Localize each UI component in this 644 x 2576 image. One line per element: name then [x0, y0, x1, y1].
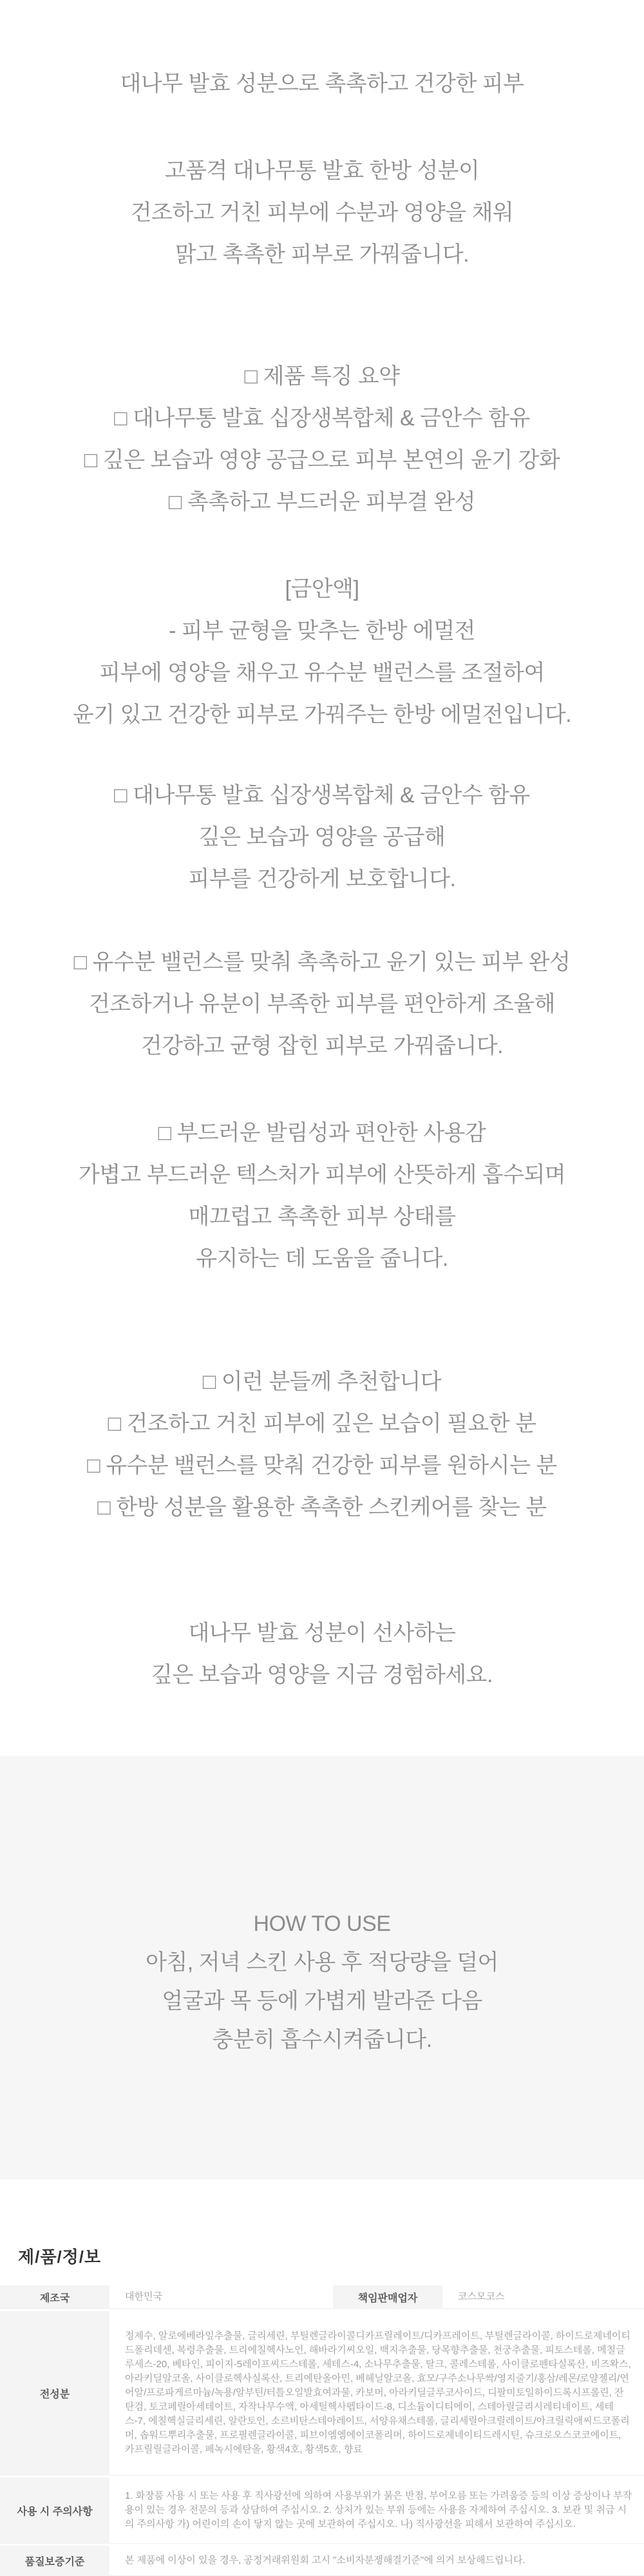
intro-headline: 대나무 발효 성분으로 촉촉하고 건강한 피부	[120, 72, 524, 96]
benefit-2-line-1: 건조하거나 유분이 부족한 피부를 편안하게 조율해	[89, 992, 555, 1016]
geuman-tagline: - 피부 균형을 맞추는 한방 에멀전	[168, 619, 476, 643]
benefit-3-line-2: 매끄럽고 촉촉한 피부 상태를	[188, 1205, 456, 1229]
recommend-item-2: □ 유수분 밸런스를 맞춰 건강한 피부를 원하시는 분	[87, 1453, 557, 1478]
benefit-2-title: □ 유수분 밸런스를 맞춰 촉촉하고 윤기 있는 피부 완성	[73, 950, 571, 974]
closing-line-1: 대나무 발효 성분이 선사하는	[188, 1621, 456, 1645]
benefit-2-line-2: 건강하고 균형 잡힌 피부로 가꿔줍니다.	[140, 1034, 504, 1058]
recommend-item-3: □ 한방 성분을 활용한 촉촉한 스킨케어를 찾는 분	[97, 1495, 547, 1520]
ingredients-label: 전성분	[0, 2311, 109, 2475]
seller-label: 책임판매업자	[333, 2285, 442, 2309]
closing-section	[0, 1612, 644, 1696]
origin-value: 대한민국	[109, 2285, 332, 2309]
feature-item-3: □ 촉촉하고 부드러운 피부결 완성	[168, 490, 476, 514]
feature-summary-title: □ 제품 특징 요약	[244, 364, 400, 389]
geuman-line-1: 피부에 영양을 채우고 유수분 밸런스를 조절하여	[99, 661, 545, 685]
caution-value: 1. 화장품 사용 시 또는 사용 후 직사광선에 의하여 사용부위가 붉은 반점, 부어오름 또는 가려움증 등의 이상 증상이나 부작용이 있는 경우 전문의 등과 상담하여 주십시오. 2. 상처가 있는 부위 등에는 사용을 자제하여 주십시오. 3. 보관 및 취급 시의 주의사항 가) 어린이의 손이 닿지 않는 곳에 보관하여 주십시오. 나) 직사광선을 피해서 보관하여 주십시오.	[109, 2477, 644, 2544]
table-row-warranty	[0, 2546, 644, 2576]
benefit-1-line-1: 깊은 보습과 영양을 공급해	[198, 825, 446, 849]
product-info-table	[0, 2285, 644, 2576]
recommend-item-1: □ 건조하고 거친 피부에 깊은 보습이 필요한 분	[108, 1411, 536, 1436]
benefit-1-title: □ 대나무통 발효 십장생복합체 & 금안수 함유	[114, 783, 530, 808]
how-to-use-title: HOW TO USE	[253, 1912, 391, 1936]
feature-item-2: □ 깊은 보습과 영양 공급으로 피부 본연의 윤기 강화	[84, 448, 560, 472]
how-to-use-line-2: 얼굴과 목 등에 가볍게 발라준 다음	[162, 1989, 482, 2013]
table-row-origin-seller	[0, 2285, 644, 2309]
intro-subheadline	[0, 150, 644, 276]
product-info-section	[0, 2180, 644, 2576]
benefit-3-title: □ 부드러운 발림성과 편안한 사용감	[158, 1121, 486, 1145]
intro-sub-line-1: 고품격 대나무통 발효 한방 성분이	[164, 159, 480, 183]
intro-sub-line-2: 건조하고 거친 피부에 수분과 영양을 채워	[130, 200, 514, 225]
origin-label: 제조국	[0, 2285, 109, 2309]
benefit-3	[0, 1112, 644, 1280]
table-row-ingredients	[0, 2311, 644, 2475]
product-info-title: 제/품/정/보	[18, 2247, 102, 2267]
benefit-2	[0, 942, 644, 1067]
closing-line-2: 깊은 보습과 영양을 지금 경험하세요.	[151, 1663, 493, 1687]
ingredients-value: 정제수, 알로에베라잎추출물, 글리세린, 부틸렌글라이콜디카프릴레이트/디카프레이트, 부틸렌글라이콜, 하이드로제네이티드폴리데센, 복령추출물, 트리에칠헥사노인, 해바라기씨오일, 백지추출물, 당목향추출물, 천궁추출물, 피토스테롤, 메칠글루세스-20, 베타인, 피이지-5레이프씨드스테롤, 세테스-4, 소나무추출물, 탈크, 콜레스테롤, 사이클로펜타실록산, 비즈왁스, 아라키딜알코올, 사이클로헥사실록산, 트리에탄올아민, 베헤닐알코올, 효모/구주소나무싹/영지줄기/홍삼/레몬/로얄젤리/연어알/프로파게르마늄/녹용/알부틴/터틀오일발효여과물, 카보머, 아라키딜글루코사이드, 디팔미토일하이드록시프롤린, 잔탄검, 토코페릴아세테이트, 자작나무수액, 아세틸헥사펩타이드-8, 디소듐이디티에이, 스테아릴글리시레티네이트, 세테스-7, 에칠헥실글리세린, 알란토인, 소르비탄스테아레이트, 서양유채스테롤, 글리세릴아크릴레이트/아크릴릭애씨드코폴리머, 솝워드뿌리추출물, 프로필렌글라이콜, 피브이엠엠에이코폴리머, 하이드로제네이티드레시틴, 슈크로오스코코에이트, 카프릴릴글라이콜, 페녹시에탄올, 황색4호, 황색5호, 향료	[109, 2311, 644, 2475]
feature-item-1: □ 대나무통 발효 십장생복합체 & 금안수 함유	[114, 406, 530, 431]
warranty-label: 품질보증기준	[0, 2546, 109, 2576]
how-to-use-line-1: 아침, 저녁 스킨 사용 후 적당량을 덜어	[146, 1950, 498, 1975]
seller-value: 코스모코스	[442, 2285, 644, 2309]
benefit-3-line-1: 가볍고 부드러운 텍스처가 피부에 산뜻하게 흡수되며	[78, 1163, 566, 1187]
recommend-title: □ 이런 분들께 추천합니다	[202, 1370, 442, 1394]
benefit-1-line-2: 피부를 건강하게 보호합니다.	[188, 867, 456, 891]
geuman-name: [금안액]	[285, 577, 359, 601]
warranty-value: 본 제품에 이상이 있을 경우, 공정거래위원회 고시 "소비자분쟁해결기준"에 의거 보상해드립니다.	[109, 2546, 644, 2576]
how-to-use-line-3: 충분히 흡수시켜줍니다.	[212, 2028, 432, 2052]
geuman-line-2: 윤기 있고 건강한 피부로 가꿔주는 한방 에멀전입니다.	[72, 702, 572, 727]
benefit-3-line-3: 유지하는 데 도움을 줍니다.	[196, 1246, 448, 1271]
recommend-section	[0, 1361, 644, 1529]
caution-label: 사용 시 주의사항	[0, 2477, 109, 2544]
feature-summary	[0, 356, 644, 523]
intro-sub-line-3: 맑고 촉촉한 피부로 가꿔줍니다.	[175, 242, 469, 267]
how-to-use-section	[0, 1756, 644, 2180]
geuman-section	[0, 568, 644, 736]
table-row-caution	[0, 2477, 644, 2544]
benefit-1	[0, 775, 644, 900]
